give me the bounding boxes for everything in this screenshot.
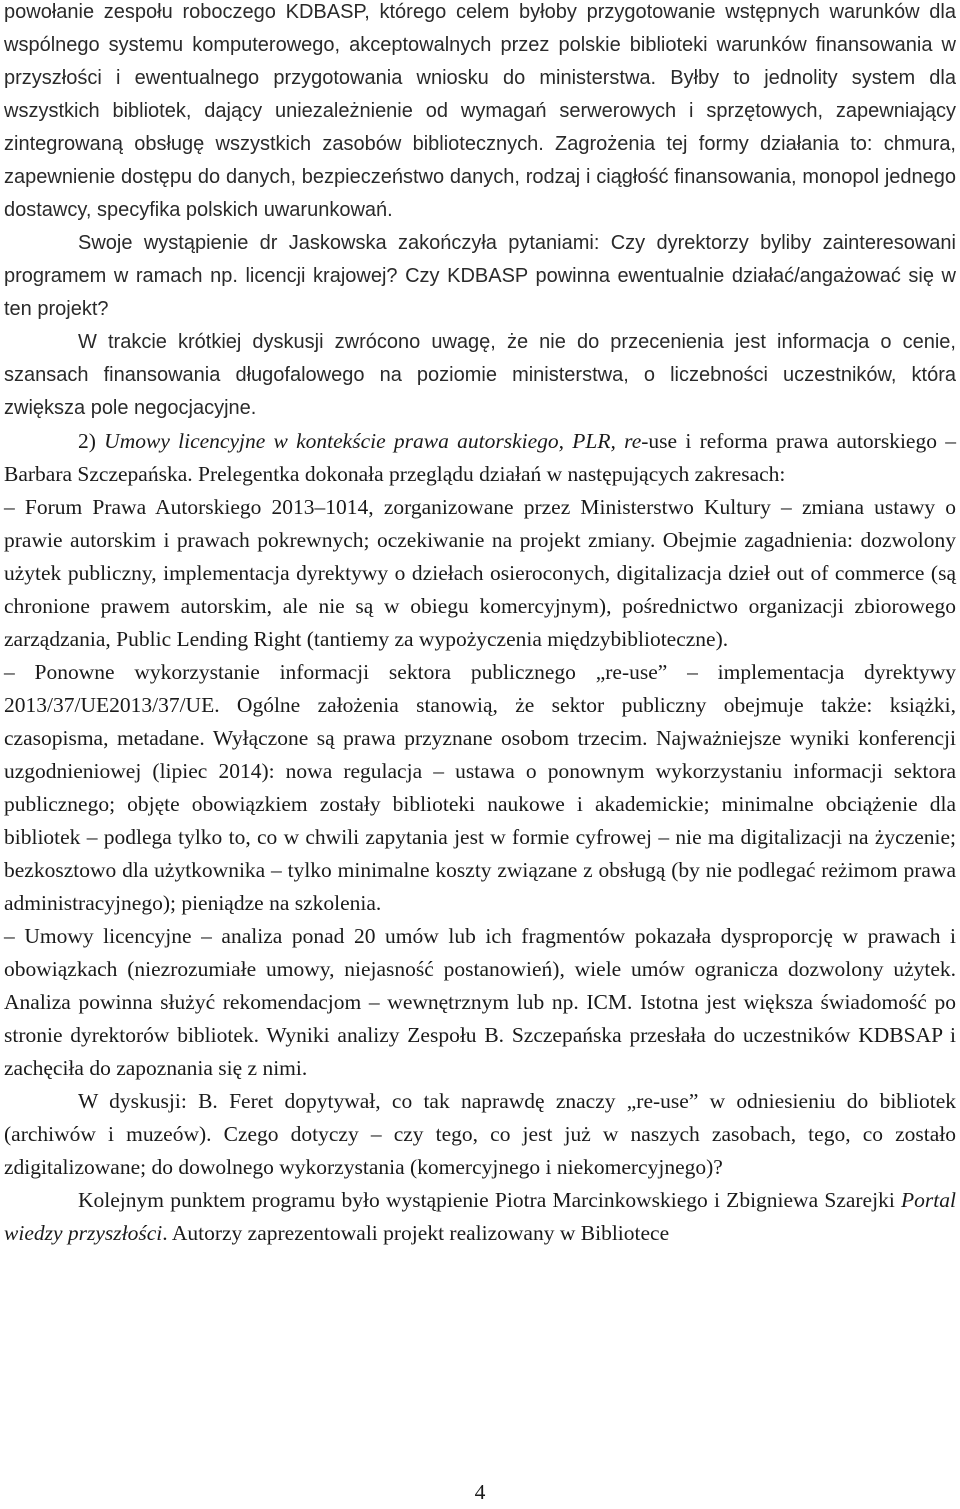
portal-title-italic: Portal wiedzy przyszłości	[4, 1188, 956, 1245]
paragraph-re-use-directive: – Ponowne wykorzystanie informacji sektora publicznego „re-use” – implementacja dyrektywy 2013/37/UE2013/37/UE. Ogólne założenia stanowią, że sektor publiczny obejmuje także: książki, czasopisma, metadane. Wyłączone są prawa przyznane osobom trzecim. Najważniejsze wyniki konferencji uzgodnieniowej (lipiec 2014): nowa regulacja – ustawa o ponownym wykorzystaniu informacji sektora publicznego; objęte obowiązkiem zostały biblioteki naukowe i akademickie; minimalne obciążenie dla bibliotek – podlega tylko to, co w chwili zapytania jest w formie cyfrowej – nie ma digitalizacji na życzenie; bezkosztowo dla użytkownika – tylko minimalne koszty związane z obsługą (by nie podlegać reżimom prawa administracyjnego); pieniądze na szkolenia.	[4, 660, 956, 915]
paragraph-jaskowska-questions: Swoje wystąpienie dr Jaskowska zakończyła pytaniami: Czy dyrektorzy byliby zainteresowani programem w ramach np. licencji krajowej? Czy KDBASP powinna ewentualnie działać/angażować się w ten projekt?	[4, 232, 956, 320]
paragraph-discussion-price: W trakcie krótkiej dyskusji zwrócono uwagę, że nie do przecenienia jest informacja o cenie, szansach finansowania długofalowego na poziomie ministerstwa, o liczebności uczestników, która zwiększa pole negocjacyjne.	[4, 331, 956, 419]
paragraph-copyright-forum: – Forum Prawa Autorskiego 2013–1014, zorganizowane przez Ministerstwo Kultury – zmiana ustawy o prawie autorskim i prawach pokrewnych; oczekiwanie na projekt zmiany. Obejmie zagadnienia: dozwolony użytek publiczny, implementacja dyrektywy o dziełach osieroconych, digitalizacja dzieł out of commerce (są chronione prawem autorskim, ale nie są w obiegu komercyjnym), pośrednictwo organizacji zbiorowego zarządzania, Public Lending Right (tantiemy za wypożyczenia międzybiblioteczne).	[4, 495, 956, 651]
talk-title-italic: Umowy licencyjne w kontekście prawa autorskiego, PLR, re	[104, 429, 642, 453]
paragraph-licence-agreements-heading	[4, 425, 956, 491]
talk-title-rest: -use i reforma prawa autorskiego – Barbara Szczepańska. Prelegentka dokonała przeglądu działań w następujących zakresach:	[4, 429, 956, 486]
document-body	[4, 0, 956, 1250]
portal-text-before: Kolejnym punktem programu było wystąpienie Piotra Marcinkowskiego i Zbigniewa Szarejki	[78, 1188, 902, 1212]
paragraph-portal-presentation	[4, 1184, 956, 1250]
paragraph-feret-discussion: W dyskusji: B. Feret dopytywał, co tak naprawdę znaczy „re-use” w odniesieniu do bibliotek (archiwów i muzeów). Czego dotyczy – czy tego, co jest już w naszych zasobach, tego, co zostało zdigitalizowane; do dowolnego wykorzystania (komercyjnego i niekomercyjnego)?	[4, 1089, 956, 1179]
paragraph-licence-analysis: – Umowy licencyjne – analiza ponad 20 umów lub ich fragmentów pokazała dysproporcję w prawach i obowiązkach (niezrozumiałe umowy, niejasność postanowień), wiele umów ogranicza dozwolony użytek. Analiza powinna służyć rekomendacjom – wewnętrznym lub np. ICM. Istotna jest większa świadomość po stronie dyrektorów bibliotek. Wyniki analizy Zespołu B. Szczepańska przesłała do uczestników KDBSAP i zachęciła do zapoznania się z nimi.	[4, 924, 956, 1080]
portal-text-after: . Autorzy zaprezentowali projekt realizowany w Bibliotece	[162, 1221, 670, 1245]
page-number: 4	[474, 1480, 486, 1504]
paragraph-shared-system: powołanie zespołu roboczego KDBASP, którego celem byłoby przygotowanie wstępnych warunków dla wspólnego systemu komputerowego, akceptowalnych przez polskie biblioteki warunków finansowania w przyszłości i ewentualnego przygotowania wniosku do ministerstwa. Byłby to jednolity system dla wszystkich bibliotek, dający uniezależnienie od wymagań serwerowych i sprzętowych, zapewniający zintegrowaną obsługę wszystkich zasobów bibliotecznych. Zagrożenia tej formy działania to: chmura, zapewnienie dostępu do danych, bezpieczeństwo danych, rodzaj i ciągłość finansowania, monopol jednego dostawcy, specyfika polskich uwarunkowań.	[4, 1, 956, 221]
item-number: 2)	[78, 429, 105, 453]
